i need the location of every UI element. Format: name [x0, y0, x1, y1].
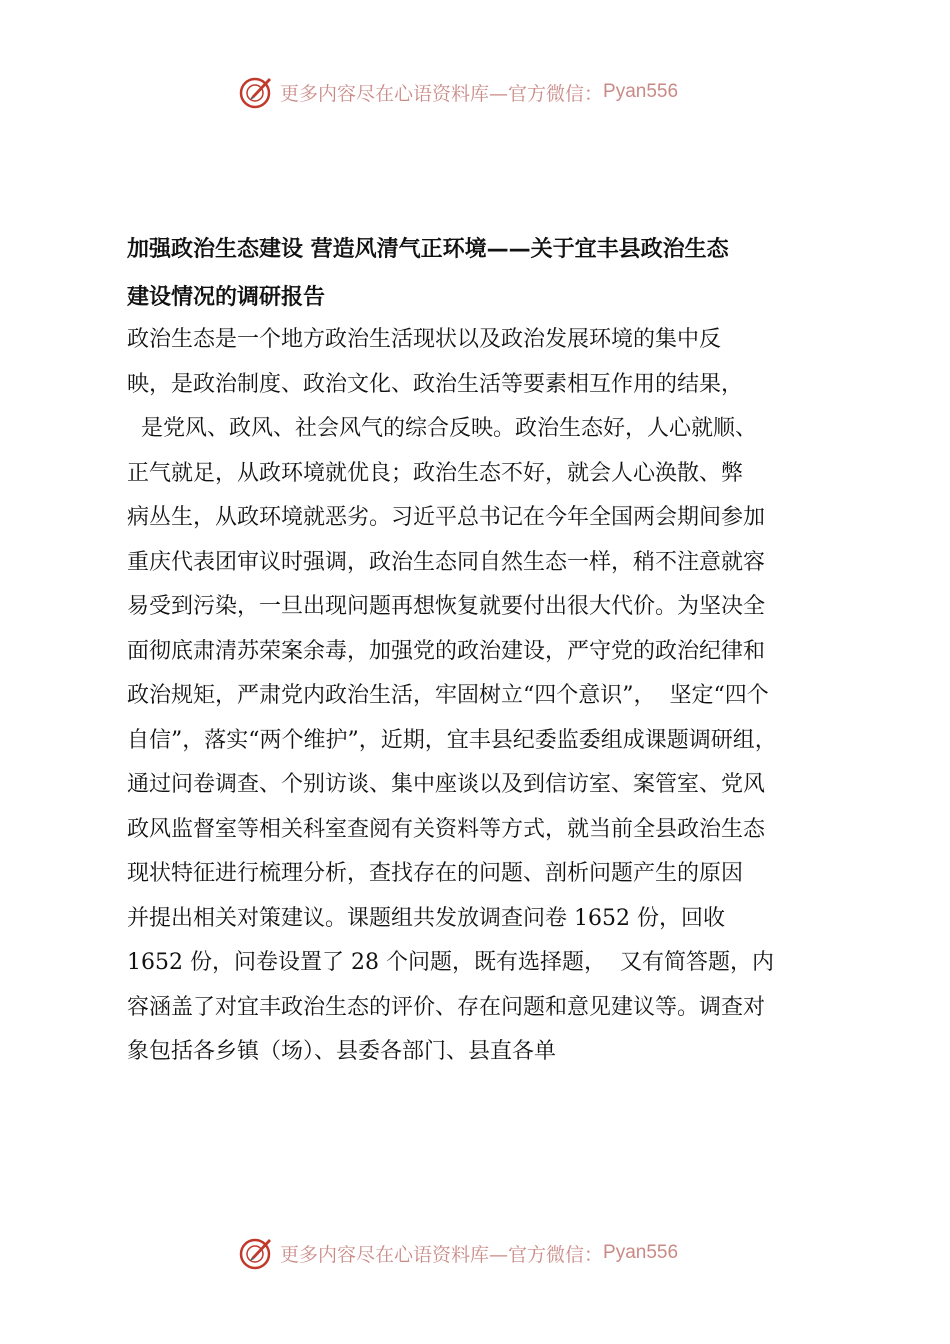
- document-body: [127, 318, 867, 1075]
- banner-text: 更多内容尽在心语资料库—官方微信：: [280, 1243, 604, 1266]
- pen-logo-icon: [238, 1235, 274, 1271]
- footer-banner: [238, 1233, 758, 1273]
- body-line: 面彻底肃清苏荣案余毒，加强党的政治建设，严守党的政治纪律和: [127, 638, 766, 664]
- body-line: 正气就足，从政环境就优良；政治生态不好，就会人心涣散、弊: [127, 460, 744, 486]
- pen-logo-icon: [238, 74, 274, 110]
- title-line: 建设情况的调研报告: [127, 285, 326, 310]
- body-line: 容涵盖了对宜丰政治生态的评价、存在问题和意见建议等。调查对: [127, 994, 766, 1020]
- body-line: 政治生态是一个地方政治生活现状以及政治发展环境的集中反: [127, 327, 722, 352]
- body-line: 自信”，落实“两个维护”，近期，宜丰县纪委监委组成课题调研组，: [127, 727, 777, 753]
- body-line: 现状特征进行梳理分析，查找存在的问题、剖析问题产生的原因: [127, 861, 744, 886]
- body-line: 映，是政治制度、政治文化、政治生活等要素相互作用的结果，: [127, 371, 744, 397]
- document-title: [127, 226, 827, 322]
- body-line: 并提出相关对策建议。课题组共发放调查问卷 1652 份，回收: [127, 905, 725, 931]
- title-line: 加强政治生态建设 营造风清气正环境——关于宜丰县政治生态: [127, 237, 729, 262]
- body-line: 重庆代表团审议时强调，政治生态同自然生态一样，稍不注意就容: [127, 549, 766, 575]
- body-line: 是党风、政风、社会风气的综合反映。政治生态好，人心就顺、: [127, 416, 757, 441]
- body-line: 通过问卷调查、个别访谈、集中座谈以及到信访室、案管室、党风: [127, 772, 766, 797]
- banner-text: 更多内容尽在心语资料库—官方微信：: [280, 82, 604, 105]
- body-line: 政风监督室等相关科室查阅有关资料等方式，就当前全县政治生态: [127, 816, 766, 842]
- body-line: 病丛生，从政环境就恶劣。习近平总书记在今年全国两会期间参加: [127, 505, 766, 530]
- banner-wechat-id: Pyan556: [603, 81, 679, 102]
- banner-wechat-id: Pyan556: [603, 1242, 679, 1263]
- body-line: 象包括各乡镇（场）、县委各部门、县直各单: [127, 1039, 557, 1064]
- body-line: 易受到污染，一旦出现问题再想恢复就要付出很大代价。为坚决全: [127, 594, 766, 619]
- body-line: 1652 份，问卷设置了 28 个问题，既有选择题， 又有简答题，内: [127, 950, 774, 975]
- header-banner: [238, 72, 758, 112]
- body-line: 政治规矩，严肃党内政治生活，牢固树立“四个意识”， 坚定“四个: [127, 683, 769, 708]
